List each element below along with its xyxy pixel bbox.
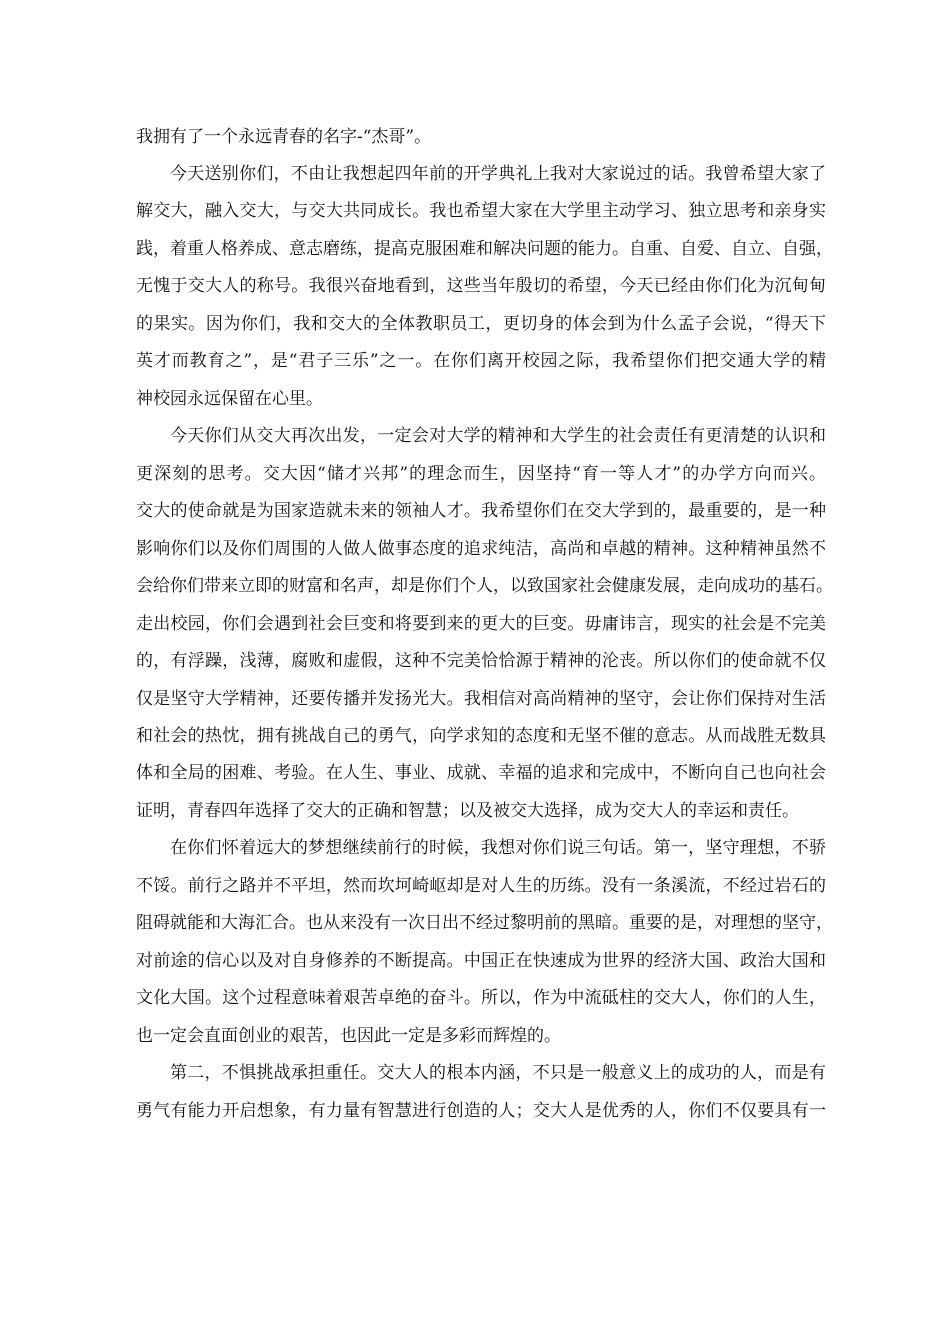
text-line: 走出校园，你们会遇到社会巨变和将要到来的更大的巨变。毋庸讳言，现实的社会是不完美 bbox=[136, 614, 826, 634]
text-line: 和社会的热忱，拥有挑战自己的勇气，向学求知的态度和无坚不催的意志。从而战胜无数具 bbox=[136, 726, 826, 746]
text-line: 践，着重人格养成、意志磨练，提高克服困难和解决问题的能力。自重、自爱、自立、自强， bbox=[136, 239, 833, 259]
text-line: 更深刻的思考。交大因“储才兴邦”的理念而生，因坚持“育一等人才”的办学方向而兴。 bbox=[136, 464, 826, 484]
paragraph-first-line: 今天送别你们，不由让我想起四年前的开学典礼上我对大家说过的话。我曾希望大家了 bbox=[170, 164, 826, 184]
text-line: 会给你们带来立即的财富和名声，却是你们个人，以致国家社会健康发展，走向成功的基石。 bbox=[136, 576, 833, 596]
paragraph-first-line: 今天你们从交大再次出发，一定会对大学的精神和大学生的社会责任有更清楚的认识和 bbox=[170, 426, 826, 446]
text-line: 无愧于交大人的称号。我很兴奋地看到，这些当年殷切的希望，今天已经由你们化为沉甸甸 bbox=[136, 276, 826, 296]
text-line: 解交大，融入交大，与交大共同成长。我也希望大家在大学里主动学习、独立思考和亲身实 bbox=[136, 201, 826, 221]
text-line: 也一定会直面创业的艰苦，也因此一定是多彩而辉煌的。 bbox=[136, 1026, 561, 1046]
text-line: 阻碍就能和大海汇合。也从来没有一次日出不经过黎明前的黑暗。重要的是，对理想的坚守， bbox=[136, 913, 833, 933]
text-line: 对前途的信心以及对自身修养的不断提高。中国正在快速成为世界的经济大国、政治大国和 bbox=[136, 951, 826, 971]
paragraph-first-line: 在你们怀着远大的梦想继续前行的时候，我想对你们说三句话。第一，坚守理想，不骄 bbox=[170, 838, 826, 858]
text-line: 文化大国。这个过程意味着艰苦卓绝的奋斗。所以，作为中流砥柱的交大人，你们的人生， bbox=[136, 988, 826, 1008]
text-line: 不馁。前行之路并不平坦，然而坎坷崎岖却是对人生的历练。没有一条溪流，不经过岩石的 bbox=[136, 876, 826, 896]
text-line: 我拥有了一个永远青春的名字-“杰哥”。 bbox=[136, 127, 432, 147]
text-line: 体和全局的困难、考验。在人生、事业、成就、幸福的追求和完成中，不断向自己也向社会 bbox=[136, 763, 826, 783]
text-line: 神校园永远保留在心里。 bbox=[136, 389, 323, 409]
text-line: 英才而教育之”，是“君子三乐”之一。在你们离开校园之际，我希望你们把交通大学的精 bbox=[136, 351, 826, 371]
text-line: 仅是坚守大学精神，还要传播并发扬光大。我相信对高尚精神的坚守，会让你们保持对生活 bbox=[136, 689, 826, 709]
text-line: 影响你们以及你们周围的人做人做事态度的追求纯洁，高尚和卓越的精神。这种精神虽然不 bbox=[136, 539, 826, 559]
text-line: 的果实。因为你们，我和交大的全体教职员工，更切身的体会到为什么孟子会说，“得天下 bbox=[136, 314, 826, 334]
text-line: 交大的使命就是为国家造就未来的领袖人才。我希望你们在交大学到的，最重要的，是一种 bbox=[136, 501, 826, 521]
text-line: 勇气有能力开启想象，有力量有智慧进行创造的人；交大人是优秀的人，你们不仅要具有一 bbox=[136, 1101, 826, 1121]
text-line: 证明，青春四年选择了交大的正确和智慧；以及被交大选择，成为交大人的幸运和责任。 bbox=[136, 801, 799, 821]
paragraph-first-line: 第二，不惧挑战承担重任。交大人的根本内涵，不只是一般意义上的成功的人，而是有 bbox=[170, 1063, 826, 1083]
text-line: 的，有浮躁，浅薄，腐败和虚假，这种不完美恰恰源于精神的沦丧。所以你们的使命就不仅 bbox=[136, 651, 826, 671]
